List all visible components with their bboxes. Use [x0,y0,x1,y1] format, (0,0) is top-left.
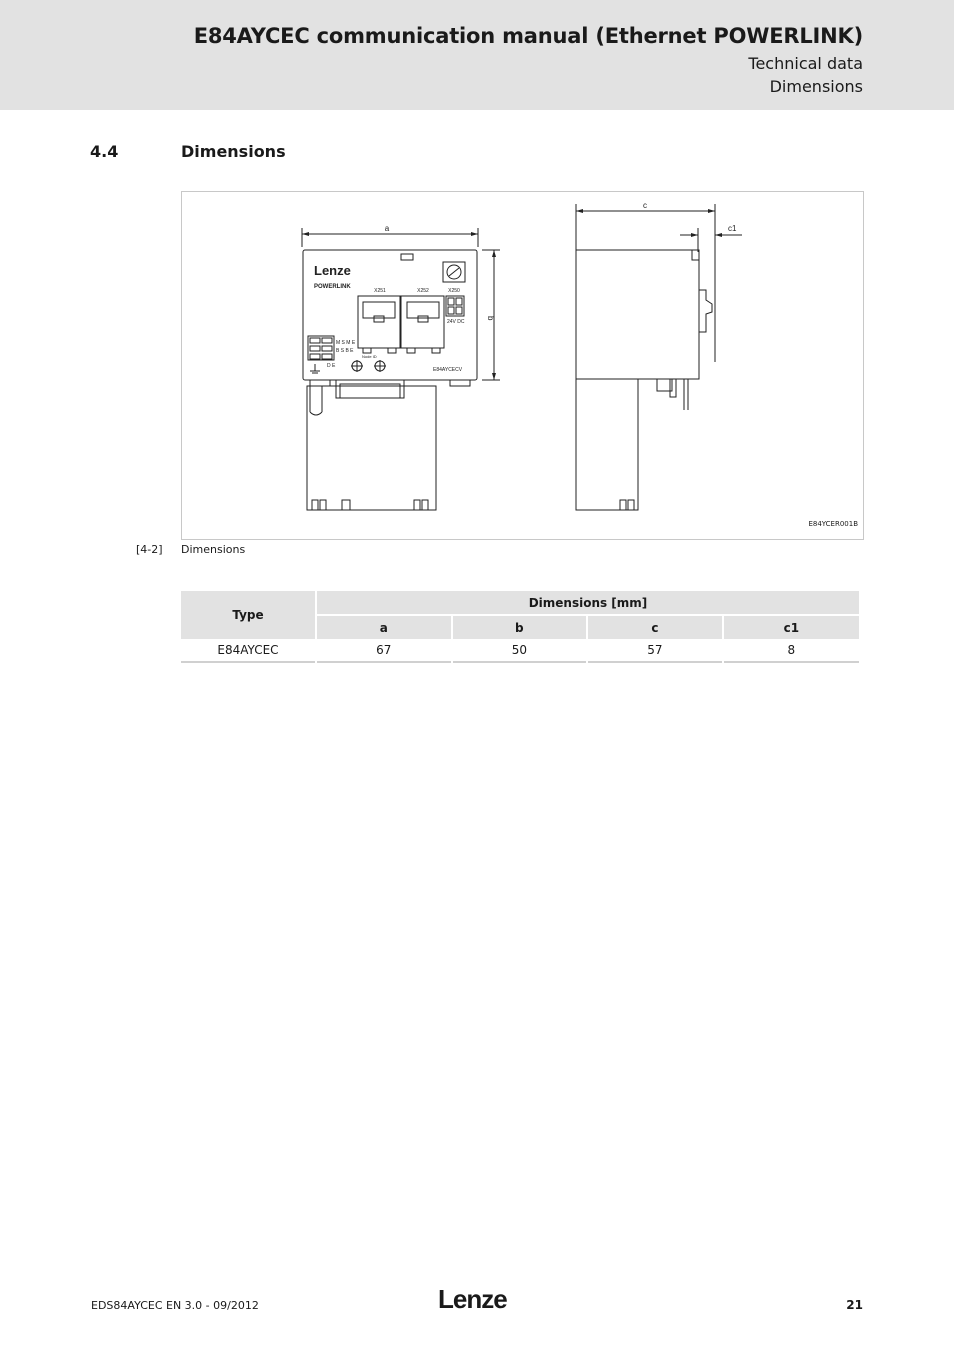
dimension-drawing [182,192,863,539]
table-row [181,639,859,663]
led-de-label: D E [327,363,336,369]
figure-caption: Dimensions [181,543,246,556]
header-dimensions: Dimensions [mm] [317,591,859,614]
module-side-lower [576,379,638,510]
figure-code: E84YCER001B [808,520,858,528]
node-id-label: Node ID [362,354,377,359]
page-number: 21 [846,1298,863,1312]
dimensions-table [179,591,861,663]
footer-reference: EDS84AYCEC EN 3.0 - 09/2012 [91,1299,259,1312]
dimension-c-label: c [643,201,647,210]
led-row2-label: B S B E [336,348,354,354]
dimension-c1-label: c1 [728,224,737,233]
supply-terminal [446,296,464,316]
header-chapter: Technical data [748,54,863,73]
figure-number: [4-2] [136,543,163,556]
lenze-logo [438,1286,518,1314]
cell-c1: 8 [724,639,859,663]
cell-a: 67 [317,639,451,663]
section-title: Dimensions [181,142,286,161]
dimension-b-label: b [486,316,495,321]
supply-label: 24V DC [447,319,465,325]
cell-b: 50 [453,639,587,663]
header-b: b [453,614,587,639]
port-x250-label: X250 [448,288,460,294]
header-c1: c1 [724,614,859,639]
cell-type: E84AYCEC [181,639,315,663]
module-brand-label: Lenze [314,263,351,278]
dimension-figure [181,191,864,540]
dimension-a-label: a [384,224,390,233]
document-title: E84AYCEC communication manual (Ethernet POWERLINK) [193,24,863,48]
module-side-outline [576,250,699,379]
header-section: Dimensions [769,77,863,96]
module-product-label: POWERLINK [314,284,351,290]
header-type: Type [181,591,315,639]
header-a: a [317,614,451,639]
port-x251-label: X251 [374,288,386,294]
module-lower-body [307,386,436,510]
cell-c: 57 [588,639,722,663]
model-label: E84AYCECV [433,367,463,373]
header-c: c [588,614,722,639]
led-row1-label: M S M E [336,340,356,346]
section-number: 4.4 [90,142,119,161]
port-x252-label: X252 [417,288,429,294]
lenze-logo-text: Lenze [438,1286,507,1314]
